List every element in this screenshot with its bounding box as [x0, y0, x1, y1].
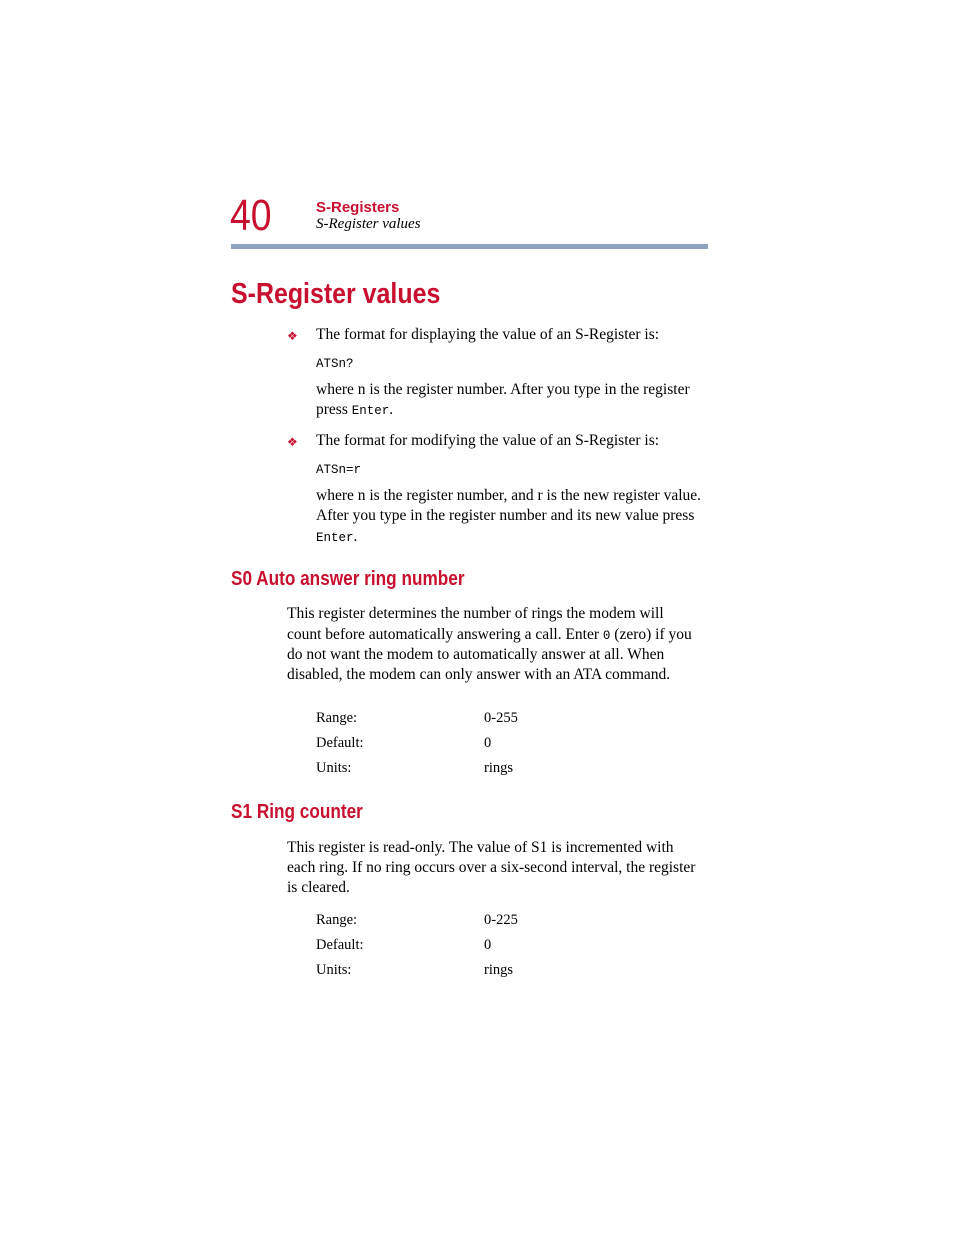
enter-key-code: Enter	[316, 531, 354, 545]
table-row	[316, 933, 518, 958]
zero-code: 0	[602, 629, 611, 643]
bullet-2-description-line2: After you type in the register number and its new value press	[316, 507, 695, 524]
table-row	[316, 908, 518, 933]
s1-paragraph-line1: This register is read-only. The value of S1 is incremented with	[287, 839, 674, 856]
s0-values-table	[316, 706, 518, 781]
table-row	[316, 756, 518, 781]
s1-paragraph-line3: is cleared.	[287, 879, 350, 896]
running-header-section: S-Register values	[316, 216, 421, 232]
bullet-1-code: ATSn?	[316, 357, 354, 371]
default-label: Default:	[316, 937, 364, 953]
s1-heading: S1 Ring counter	[231, 801, 363, 823]
range-value: 0-255	[484, 710, 518, 726]
units-value: rings	[484, 962, 513, 978]
diamond-bullet-icon: ❖	[287, 435, 298, 449]
running-header-chapter: S-Registers	[316, 199, 400, 216]
s0-paragraph-line2: count before automatically answering a call. Enter 0 (zero) if you	[287, 626, 692, 643]
units-label: Units:	[316, 760, 352, 776]
s0-paragraph-line4: disabled, the modem can only answer with an ATA command.	[287, 666, 671, 683]
table-row	[316, 731, 518, 756]
units-label: Units:	[316, 962, 352, 978]
page-number: 40	[230, 191, 272, 240]
table-row	[316, 958, 518, 983]
s0-paragraph-line3: do not want the modem to automatically answer at all. When	[287, 646, 665, 663]
s1-values-table	[316, 908, 518, 983]
bullet-2-description-line3: Enter.	[316, 528, 358, 545]
diamond-bullet-icon: ❖	[287, 329, 298, 343]
bullet-1-description: where n is the register number. After you type in the register press Enter.	[316, 381, 690, 418]
page-title: S-Register values	[231, 278, 441, 310]
range-label: Range:	[316, 710, 358, 726]
header-rule	[231, 244, 708, 249]
default-label: Default:	[316, 735, 364, 751]
bullet-1-text: The format for displaying the value of an S-Register is:	[316, 326, 660, 343]
s0-heading: S0 Auto answer ring number	[231, 568, 465, 590]
units-value: rings	[484, 760, 513, 776]
default-value: 0	[484, 937, 492, 953]
bullet-2-text: The format for modifying the value of an S-Register is:	[316, 432, 660, 449]
default-value: 0	[484, 735, 492, 751]
range-value: 0-225	[484, 912, 518, 928]
range-label: Range:	[316, 912, 358, 928]
bullet-2-description-line1: where n is the register number, and r is the new register value.	[316, 487, 702, 504]
bullet-2-code: ATSn=r	[316, 463, 362, 477]
enter-key-code: Enter	[351, 404, 390, 418]
s1-paragraph-line2: each ring. If no ring occurs over a six-second interval, the register	[287, 859, 696, 876]
s0-paragraph-line1: This register determines the number of rings the modem will	[287, 605, 664, 622]
table-row	[316, 706, 518, 731]
